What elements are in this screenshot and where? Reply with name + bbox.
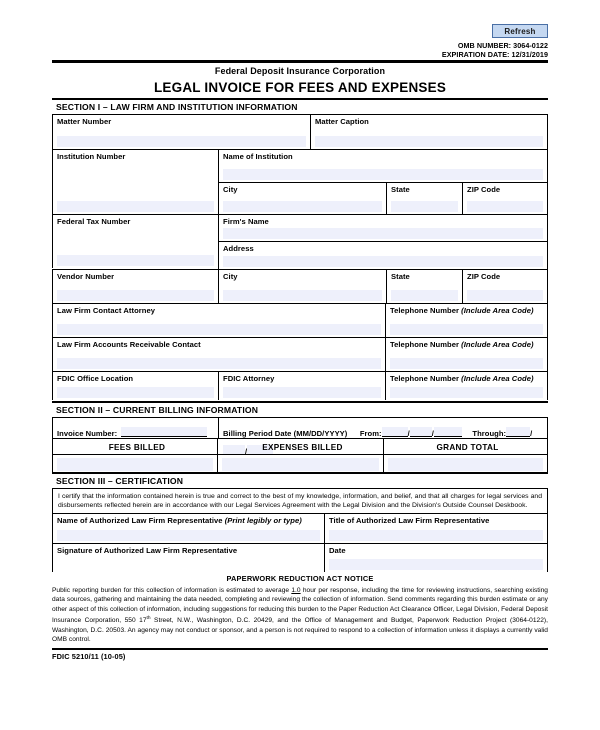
label-firm-city: City xyxy=(223,272,238,281)
label-institution-city: City xyxy=(223,185,238,194)
label-institution-state: State xyxy=(391,185,410,194)
input-rep-name[interactable] xyxy=(57,530,320,541)
row-firm-address xyxy=(218,242,548,269)
field-firms-name[interactable] xyxy=(218,215,548,241)
header-grand-total xyxy=(383,439,548,454)
input-through-month[interactable] xyxy=(506,427,533,438)
input-firm-zip[interactable] xyxy=(467,290,543,301)
field-matter-number[interactable] xyxy=(52,115,310,149)
notice-part-3: Street, N.W., Washington, D.C. 20429, and the Office of Management and Budget, Paperwork Reduction Project (3064-0122), Washington, D.C. 20503. An agency may not conduct or sponsor, and a person is not required to respond to a collection of information unless it displays a currently valid OMB control. xyxy=(52,617,548,644)
input-firm-state[interactable] xyxy=(391,290,458,301)
label-telephone-2-text: Telephone Number xyxy=(390,340,462,349)
input-telephone-2[interactable] xyxy=(390,358,543,369)
input-date[interactable] xyxy=(329,559,543,570)
notice-part-2: hour per response, including the time for reviewing instructions, searching existing data sources, gathering and maintaining the data needed, completing and reviewing the collection of information. Send comments regarding this burden estimate or any other aspect of this collection of information, including suggestions for reducing this burden to the Paper Reduction Act Clearance Officer, Legal Division, Federal Deposit Insurance Corporation, 550 17 xyxy=(52,587,548,625)
input-federal-tax-number[interactable] xyxy=(57,255,214,266)
row-billing-col-heads xyxy=(52,439,548,455)
section-2-heading: SECTION II – CURRENT BILLING INFORMATION xyxy=(52,401,548,418)
from-sep-2: / xyxy=(431,429,434,438)
row-vendor xyxy=(52,270,548,304)
form-code: FDIC 5210/11 (10-05) xyxy=(52,652,126,661)
header-expenses-billed xyxy=(217,439,383,454)
input-institution-number[interactable] xyxy=(57,201,214,212)
input-invoice-number[interactable] xyxy=(121,427,207,437)
row-firm-name xyxy=(218,215,548,242)
field-grand-total[interactable] xyxy=(383,455,548,472)
input-fdic-office-location[interactable] xyxy=(57,387,214,398)
row-name-title xyxy=(52,514,548,544)
section-1 xyxy=(52,98,548,400)
field-name-of-institution[interactable] xyxy=(218,150,548,182)
input-institution-state[interactable] xyxy=(391,201,458,212)
label-billing-period xyxy=(223,429,347,438)
label-telephone-2 xyxy=(390,340,547,349)
label-billing-period-format: (MM/DD/YYYY) xyxy=(293,429,348,438)
header-fees-billed-label: FEES BILLED xyxy=(108,443,166,452)
field-rep-title[interactable] xyxy=(324,514,548,543)
input-law-firm-contact-attorney[interactable] xyxy=(57,324,381,335)
field-invoice-number[interactable] xyxy=(52,418,218,438)
label-rep-name-note: (Print legibly or type) xyxy=(224,516,302,526)
field-federal-tax-number[interactable] xyxy=(52,215,218,268)
certification-statement-box xyxy=(52,489,548,514)
document-header xyxy=(52,24,548,60)
field-date[interactable] xyxy=(324,544,548,572)
label-rep-name-text: Name of Authorized Law Firm Representative xyxy=(57,516,225,526)
label-firms-name: Firm's Name xyxy=(223,217,269,226)
label-institution-number: Institution Number xyxy=(57,152,126,161)
label-institution-zip: ZIP Code xyxy=(467,185,501,194)
refresh-button[interactable]: Refresh xyxy=(492,24,548,38)
title-block xyxy=(52,66,548,95)
input-from-day[interactable] xyxy=(407,427,432,438)
input-matter-number[interactable] xyxy=(57,136,306,147)
field-institution-state[interactable] xyxy=(386,183,462,214)
label-law-firm-contact-attorney: Law Firm Contact Attorney xyxy=(57,306,156,315)
header-divider xyxy=(52,60,548,63)
notice-burden-hours: 1.0 xyxy=(291,587,301,594)
field-telephone-3[interactable] xyxy=(385,372,548,400)
label-law-firm-ar-contact: Law Firm Accounts Receivable Contact xyxy=(57,340,201,349)
paperwork-notice-body xyxy=(52,586,548,645)
input-rep-title[interactable] xyxy=(329,530,543,541)
input-institution-zip[interactable] xyxy=(467,201,543,212)
certification-text: I certify that the information contained herein is true and correct to the best of my knowledge, information, and belief, and that all charges for legal services and disbursements reflected herein are in accordance with our Legal Services Agreement with the Legal Division and the Division's Outside Counsel Deskbook. xyxy=(58,493,542,510)
footer-divider xyxy=(52,648,548,650)
field-signature[interactable] xyxy=(52,544,324,572)
label-federal-tax-number: Federal Tax Number xyxy=(57,217,131,226)
input-telephone-3[interactable] xyxy=(390,387,543,398)
field-expenses-billed[interactable] xyxy=(217,455,383,472)
label-billing-period-text: Billing Period Date xyxy=(223,429,294,438)
label-matter-caption: Matter Caption xyxy=(315,117,369,126)
input-vendor-number[interactable] xyxy=(57,290,214,301)
row-ar-contact xyxy=(52,338,548,372)
row-tax-firm xyxy=(52,215,548,270)
notice-street-ordinal: th xyxy=(146,616,151,622)
input-from-month[interactable] xyxy=(382,427,408,437)
input-fdic-attorney[interactable] xyxy=(223,387,381,398)
label-from: From: xyxy=(359,429,382,438)
input-matter-caption[interactable] xyxy=(315,136,543,147)
label-firm-state: State xyxy=(391,272,410,281)
field-law-firm-contact-attorney[interactable] xyxy=(52,304,385,337)
input-fees-billed[interactable] xyxy=(57,458,213,471)
label-rep-name xyxy=(57,516,324,525)
input-telephone-1[interactable] xyxy=(390,324,543,335)
label-telephone-1 xyxy=(390,306,547,315)
label-signature: Signature of Authorized Law Firm Representative xyxy=(57,546,238,556)
input-from-year[interactable] xyxy=(431,427,462,438)
section-1-heading: SECTION I – LAW FIRM AND INSTITUTION INFORMATION xyxy=(52,98,548,115)
through-sep-2: / xyxy=(245,447,248,456)
page-title: LEGAL INVOICE FOR FEES AND EXPENSES xyxy=(153,80,447,95)
input-firm-city[interactable] xyxy=(223,290,382,301)
input-address[interactable] xyxy=(223,256,543,267)
field-rep-name[interactable] xyxy=(52,514,324,543)
section-2 xyxy=(52,401,548,472)
header-fees-billed xyxy=(52,439,217,454)
field-fees-billed[interactable] xyxy=(52,455,217,472)
header-grand-total-label: GRAND TOTAL xyxy=(436,443,499,452)
section-3 xyxy=(52,472,548,572)
input-firms-name[interactable] xyxy=(223,228,543,239)
field-institution-city[interactable] xyxy=(218,183,386,214)
label-firm-zip: ZIP Code xyxy=(467,272,501,281)
row-institution-city xyxy=(218,183,548,214)
field-vendor-number[interactable] xyxy=(52,270,218,303)
paperwork-notice xyxy=(52,574,548,645)
label-fdic-attorney: FDIC Attorney xyxy=(223,374,275,383)
field-institution-number[interactable] xyxy=(52,150,218,214)
input-institution-city[interactable] xyxy=(223,201,382,212)
label-name-of-institution: Name of Institution xyxy=(223,152,293,161)
row-signature-date xyxy=(52,544,548,572)
field-firm-city[interactable] xyxy=(218,270,386,303)
section-3-heading: SECTION III – CERTIFICATION xyxy=(52,472,548,489)
field-telephone-2[interactable] xyxy=(385,338,548,371)
field-law-firm-ar-contact[interactable] xyxy=(52,338,385,371)
input-expenses-billed[interactable] xyxy=(222,458,379,471)
institution-detail-group xyxy=(218,150,548,214)
firm-detail-group xyxy=(218,215,548,269)
row-institution xyxy=(52,150,548,215)
notice-part-1: Public reporting burden for this collection of information is estimated to average xyxy=(52,587,292,594)
label-telephone-2-note: (Include Area Code) xyxy=(461,340,534,349)
row-fdic xyxy=(52,372,548,400)
input-grand-total[interactable] xyxy=(388,458,543,471)
from-sep-1: / xyxy=(407,429,410,438)
row-institution-name xyxy=(218,150,548,183)
label-through: Through: xyxy=(472,429,507,438)
paperwork-notice-title: PAPERWORK REDUCTION ACT NOTICE xyxy=(226,574,374,583)
label-telephone-1-text: Telephone Number xyxy=(390,306,462,315)
row-matter xyxy=(52,115,548,150)
label-vendor-number: Vendor Number xyxy=(57,272,115,281)
row-billing-values xyxy=(52,455,548,472)
field-address[interactable] xyxy=(218,242,548,269)
label-telephone-3-note: (Include Area Code) xyxy=(461,374,534,383)
field-fdic-attorney[interactable] xyxy=(218,372,385,400)
agency-name: Federal Deposit Insurance Corporation xyxy=(214,66,386,76)
input-name-of-institution[interactable] xyxy=(223,169,543,180)
field-firm-zip[interactable] xyxy=(462,270,548,303)
label-telephone-3-text: Telephone Number xyxy=(390,374,462,383)
field-fdic-office-location[interactable] xyxy=(52,372,218,400)
row-contact-attorney xyxy=(52,304,548,338)
expiration-date: EXPIRATION DATE: 12/31/2019 xyxy=(441,50,548,59)
label-matter-number: Matter Number xyxy=(57,117,112,126)
field-telephone-1[interactable] xyxy=(385,304,548,337)
omb-number: OMB NUMBER: 3064-0122 xyxy=(457,41,548,50)
label-telephone-3 xyxy=(390,374,547,383)
label-address: Address xyxy=(223,244,254,253)
label-date: Date xyxy=(329,546,346,556)
field-firm-state[interactable] xyxy=(386,270,462,303)
label-fdic-office-location: FDIC Office Location xyxy=(57,374,134,383)
header-expenses-billed-label: EXPENSES BILLED xyxy=(262,443,343,452)
label-telephone-1-note: (Include Area Code) xyxy=(461,306,534,315)
field-matter-caption[interactable] xyxy=(310,115,548,149)
input-law-firm-ar-contact[interactable] xyxy=(57,358,381,369)
field-institution-zip[interactable] xyxy=(462,183,548,214)
through-sep-1: / xyxy=(530,429,533,438)
label-invoice-number: Invoice Number: xyxy=(57,429,118,438)
label-rep-title: Title of Authorized Law Firm Representative xyxy=(329,516,490,526)
